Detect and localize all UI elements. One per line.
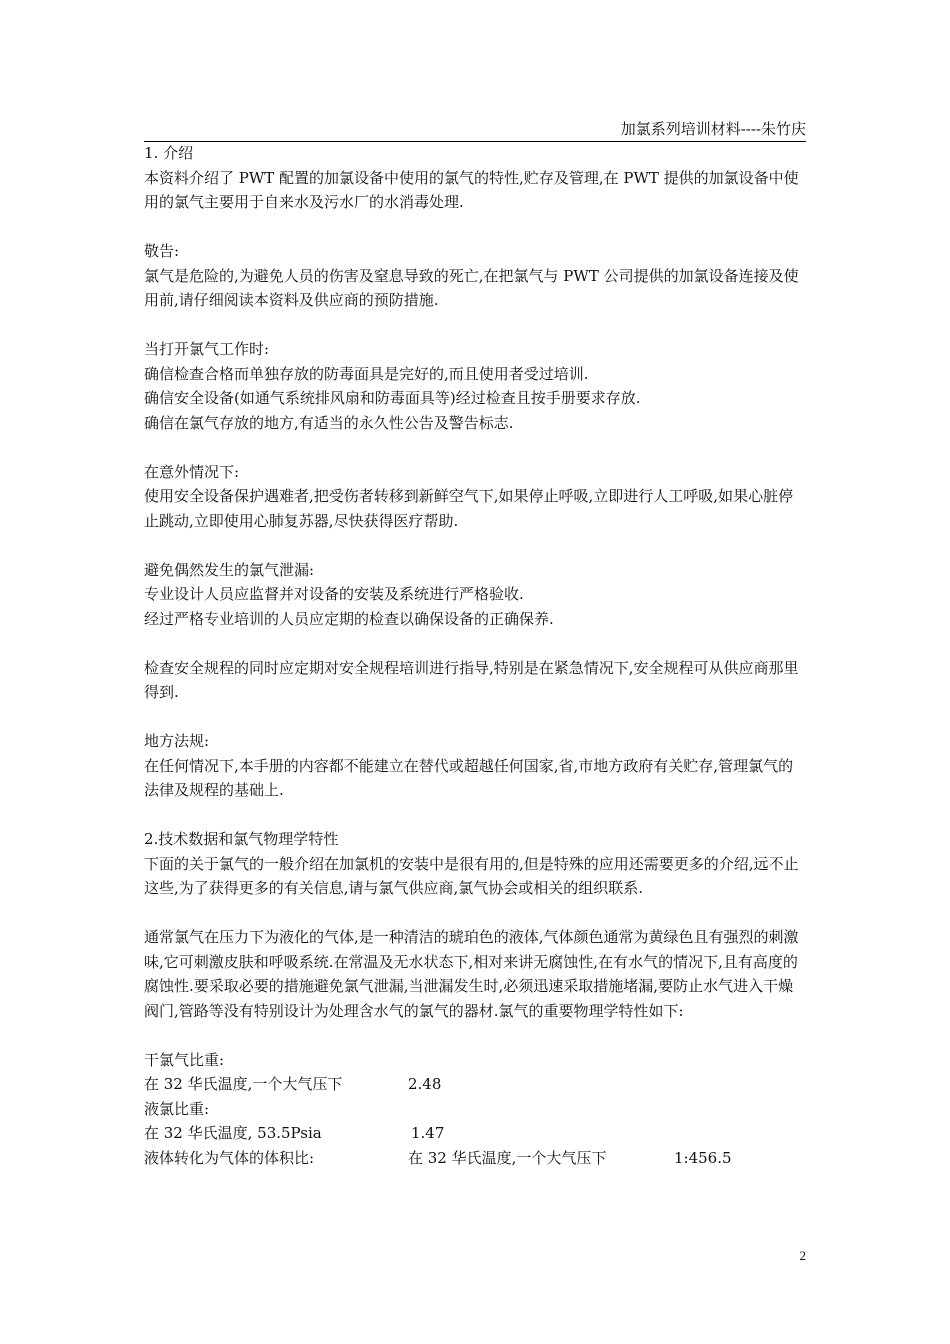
safety-check-paragraph: 检查安全规程的同时应定期对安全规程培训进行指导,特别是在紧急情况下,安全规程可从供应商那里得到. — [144, 658, 799, 701]
volume-ratio-label: 液体转化为气体的体积比: — [144, 1148, 315, 1167]
warning-paragraph: 氯气是危险的,为避免人员的伤害及窒息导致的死亡,在把氯气与 PWT 公司提供的加氯设备连接及使用前,请仔细阅读本资料及供应商的预防措施. — [144, 266, 799, 309]
intro-paragraph: 本资料介绍了 PWT 配置的加氯设备中使用的氯气的特性,贮存及管理,在 PWT 提供的加氯设备中使用的氯气主要用于自来水及污水厂的水消毒处理. — [144, 168, 799, 211]
leak-line-1: 专业设计人员应监督并对设备的安装及系统进行严格验收. — [144, 585, 524, 603]
warning-heading: 敬告: — [144, 242, 180, 260]
open-chlorine-heading: 当打开氯气工作时: — [144, 340, 270, 358]
law-heading: 地方法规: — [144, 732, 210, 750]
dry-chlorine-label: 在 32 华氏温度,一个大气压下 — [144, 1075, 343, 1093]
tech-data-paragraph: 下面的关于氯气的一般介绍在加氯机的安装中是很有用的,但是特殊的应用还需要更多的介绍,远不止这些,为了获得更多的有关信息,请与氯气供应商,氯气协会或相关的组织联系. — [144, 854, 799, 897]
leak-heading: 避免偶然发生的氯气泄漏: — [144, 560, 315, 579]
open-chlorine-line-2: 确信安全设备(如通气系统排风扇和防毒面具等)经过检查且按手册要求存放. — [144, 389, 641, 407]
dry-chlorine-row — [144, 1072, 808, 1097]
liquid-chlorine-heading: 液氯比重: — [144, 1099, 210, 1118]
accident-heading: 在意外情况下: — [144, 462, 240, 481]
open-chlorine-line-3: 确信在氯气存放的地方,有适当的永久性公告及警告标志. — [144, 413, 514, 432]
intro-heading: 1. 介绍 — [144, 144, 194, 162]
leak-line-2: 经过严格专业培训的人员应定期的检查以确保设备的正确保养. — [144, 609, 554, 628]
document-body — [144, 141, 808, 1170]
chlorine-property-paragraph: 通常氯气在压力下为液化的气体,是一种清洁的琥珀色的液体,气体颜色通常为黄绿色且有强烈的刺激味,它可刺激皮肤和呼吸系统.在常温及无水状态下,相对来讲无腐蚀性,在有水气的情况下,且有高度的腐蚀性.要采取必要的措施避免氯气泄漏,当泄漏发生时,必须迅速采取措施堵漏,要防止水气进入干燥阀门,管路等没有特别设计为处理含水气的氯气的器材.氯气的重要物理学特性如下: — [144, 928, 799, 1020]
dry-chlorine-heading: 干氯气比重: — [144, 1050, 225, 1069]
page-header: 加氯系列培训材料----朱竹庆 — [144, 118, 806, 142]
volume-ratio-condition: 在 32 华氏温度,一个大气压下 — [408, 1148, 607, 1167]
page-number: 2 — [799, 1248, 806, 1263]
liquid-chlorine-label: 在 32 华氏温度, 53.5Psia — [144, 1124, 322, 1142]
open-chlorine-line-1: 确信检查合格而单独存放的防毒面具是完好的,而且使用者受过培训. — [144, 364, 589, 383]
tech-data-heading: 2.技术数据和氯气物理学特性 — [144, 830, 339, 848]
dry-chlorine-value: 2.48 — [408, 1075, 442, 1093]
law-paragraph: 在任何情况下,本手册的内容都不能建立在替代或超越任何国家,省,市地方政府有关贮存,管理氯气的法律及规程的基础上. — [144, 756, 794, 799]
volume-ratio-row — [144, 1146, 808, 1171]
volume-ratio-value: 1:456.5 — [674, 1148, 732, 1167]
liquid-chlorine-value: 1.47 — [411, 1124, 445, 1142]
liquid-chlorine-row — [144, 1121, 808, 1146]
accident-paragraph: 使用安全设备保护遇难者,把受伤者转移到新鲜空气下,如果停止呼吸,立即进行人工呼吸,如果心脏停止跳动,立即使用心肺复苏器,尽快获得医疗帮助. — [144, 487, 794, 530]
